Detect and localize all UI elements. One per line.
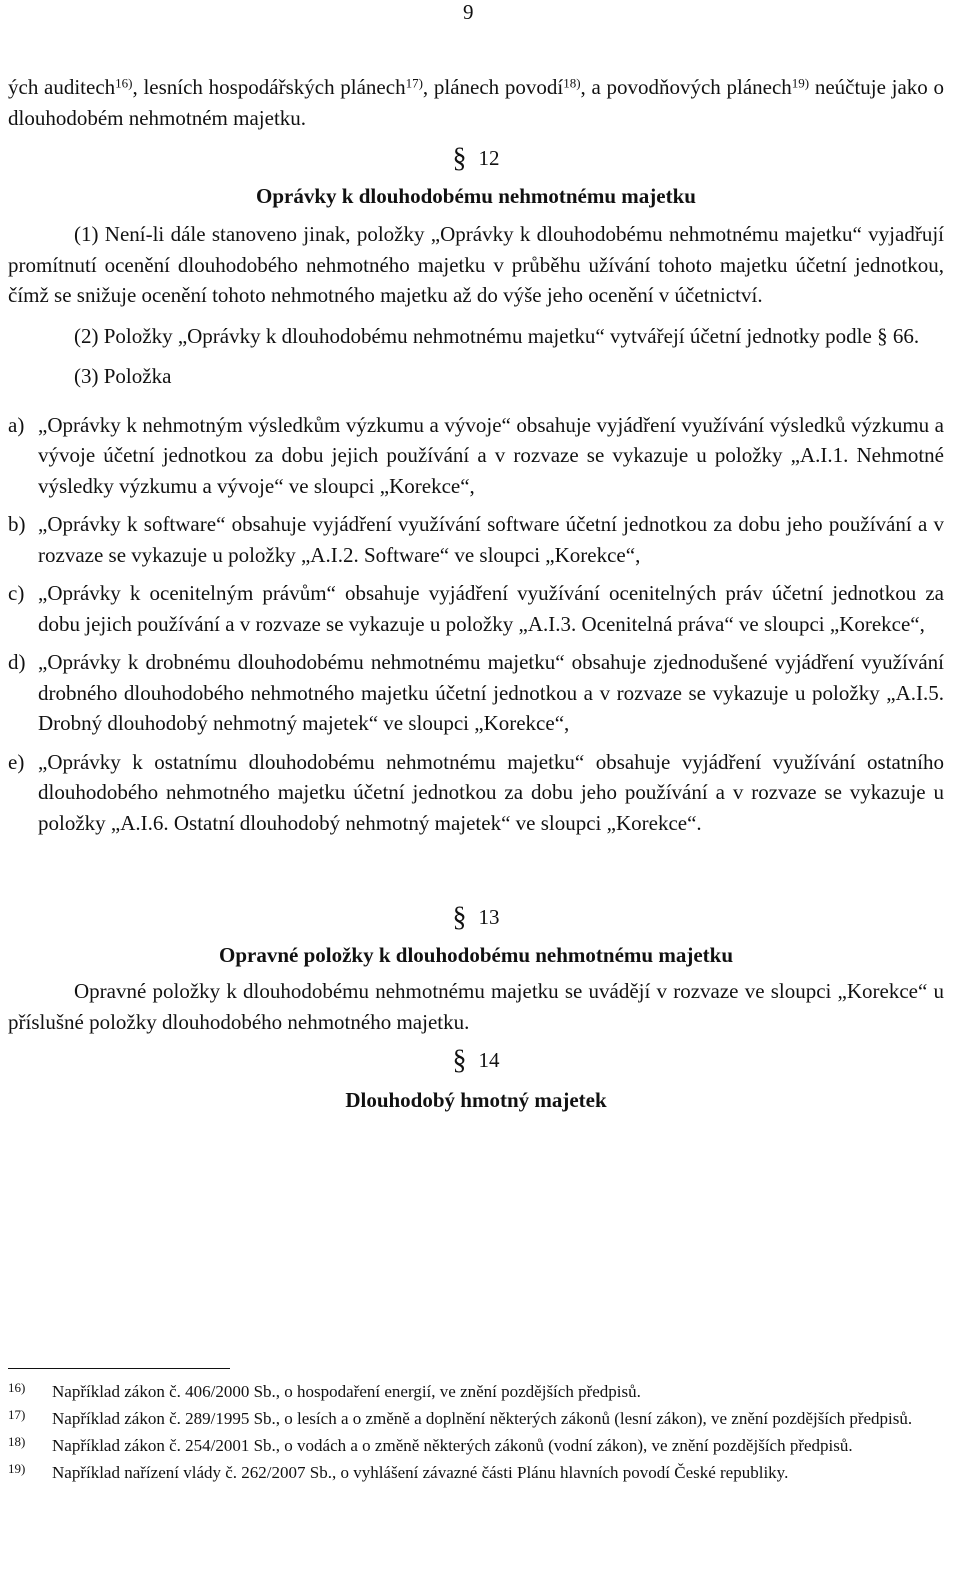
s12-paragraph-3: (3) Položka: [74, 364, 172, 388]
s13-paragraph-1: Opravné položky k dlouhodobému nehmotnému majetku se uvádějí v rozvaze ve sloupci „Korekce“ u příslušné položky dlouhodobého nehmotného majetku.: [8, 979, 944, 1034]
intro-text: , a povodňových plánech: [580, 75, 792, 99]
section-12-heading: [8, 143, 944, 175]
intro-paragraph: [8, 72, 944, 133]
section-number: 13: [478, 905, 500, 929]
footnote-text: Například nařízení vlády č. 262/2007 Sb., o vyhlášení závazné části Plánu hlavních povodí České republiky.: [52, 1463, 789, 1482]
list-item-text: „Oprávky k software“ obsahuje vyjádření využívání software účetní jednotkou za dobu jeho používání a v rozvaze se vykazuje u položky „A.I.2. Software“ ve sloupci „Korekce“,: [38, 512, 944, 567]
footnote: [8, 1461, 944, 1484]
list-item-label: a): [8, 412, 25, 437]
footnote: [8, 1434, 944, 1457]
footnote-text: Například zákon č. 406/2000 Sb., o hospodaření energií, ve znění pozdějších předpisů.: [52, 1382, 641, 1401]
section-number: 14: [478, 1048, 500, 1072]
list-item-label: c): [8, 581, 25, 605]
footnote-number: 19): [8, 1461, 26, 1476]
footnote-number: 18): [8, 1434, 26, 1449]
list-item: [8, 509, 944, 570]
main-text: [8, 72, 944, 1115]
intro-text: , lesních hospodářských plánech: [132, 75, 406, 99]
list-item-text: „Oprávky k nehmotným výsledkům výzkumu a vývoje“ obsahuje vyjádření využívání výsledků výzkumu a vývoje účetní jednotkou za dobu jejich používání a v rozvaze se vykazuje u položky „A.I.1. Nehmotné výsledky výzkumu a vývoje“ ve sloupci „Korekce“,: [38, 412, 944, 498]
footnote-ref-19: 19): [791, 75, 810, 91]
section-14-title: Dlouhodobý hmotný majetek: [345, 1087, 607, 1112]
section-mark: §: [452, 902, 467, 933]
footnote-ref-17: 17): [405, 75, 423, 91]
list-item-label: b): [8, 512, 26, 536]
list-item-text: „Oprávky k drobnému dlouhodobému nehmotnému majetku“ obsahuje zjednodušené vyjádření využívání drobného dlouhodobého nehmotného majetku účetní jednotkou a v rozvaze se vykazuje u položky „A.I.5. Drobný dlouhodobý nehmotný majetek“ ve sloupci „Korekce“,: [38, 650, 944, 735]
footnote-text: Například zákon č. 289/1995 Sb., o lesích a o změně a doplnění některých zákonů (lesní zákon), ve znění pozdějších předpisů.: [52, 1409, 913, 1428]
list-item: [8, 647, 944, 739]
footnote-number: 17): [8, 1407, 26, 1422]
s12-item-list: [8, 410, 944, 839]
intro-text: neúčtuje jako o dlouhodobém nehmotném majetku.: [8, 75, 944, 130]
list-item-text: „Oprávky k ostatnímu dlouhodobému nehmotnému majetku“ obsahuje vyjádření využívání ostatního dlouhodobého nehmotného majetku účetní jednotkou za dobu jeho používání a v rozvaze se vykazuje u položky „A.I.6. Ostatní dlouhodobý nehmotný majetek“ ve sloupci „Korekce“.: [38, 749, 944, 835]
footnote: [8, 1407, 944, 1430]
footnote-text: Například zákon č. 254/2001 Sb., o vodách a o změně některých zákonů (vodní zákon), ve znění pozdějších předpisů.: [52, 1436, 853, 1455]
footnotes: [8, 1380, 944, 1488]
list-item: [8, 410, 944, 502]
list-item-text: „Oprávky k ocenitelným právům“ obsahuje vyjádření využívání ocenitelných práv účetní jednotkou za dobu jejich používání a v rozvaze se vykazuje u položky „A.I.3. Ocenitelná práva“ ve sloupci „Korekce“,: [38, 581, 944, 636]
footnote-ref-16: 16): [115, 75, 133, 91]
footnote: [8, 1380, 944, 1403]
s12-paragraph-2: (2) Položky „Oprávky k dlouhodobému nehmotnému majetku“ vytvářejí účetní jednotky podle § 66.: [74, 323, 920, 348]
intro-text: ých auditech: [8, 75, 116, 99]
section-13-title: Opravné položky k dlouhodobému nehmotnému majetku: [219, 942, 733, 967]
list-item: [8, 747, 944, 839]
section-12-title: Oprávky k dlouhodobému nehmotnému majetku: [256, 183, 696, 208]
list-item-label: e): [8, 749, 25, 774]
footnote-separator: [8, 1368, 230, 1369]
section-13-heading: [8, 902, 944, 934]
page-number: 9: [463, 0, 474, 24]
footnote-ref-18: 18): [563, 75, 581, 91]
intro-text: , plánech povodí: [422, 75, 564, 99]
s12-paragraph-1: (1) Není-li dále stanoveno jinak, položky „Oprávky k dlouhodobému nehmotnému majetku“ vyjadřují promítnutí ocenění dlouhodobého nehmotného majetku v průběhu užívání tohoto majetku účetní jednotkou, čímž se snižuje ocenění tohoto nehmotného majetku až do výše jeho ocenění v účetnictví.: [8, 222, 944, 307]
list-item-label: d): [8, 650, 26, 674]
section-14-heading: [8, 1045, 944, 1077]
section-mark: §: [452, 1045, 467, 1076]
footnote-number: 16): [8, 1380, 26, 1395]
list-item: [8, 578, 944, 639]
section-mark: §: [452, 143, 467, 174]
section-number: 12: [478, 146, 500, 170]
